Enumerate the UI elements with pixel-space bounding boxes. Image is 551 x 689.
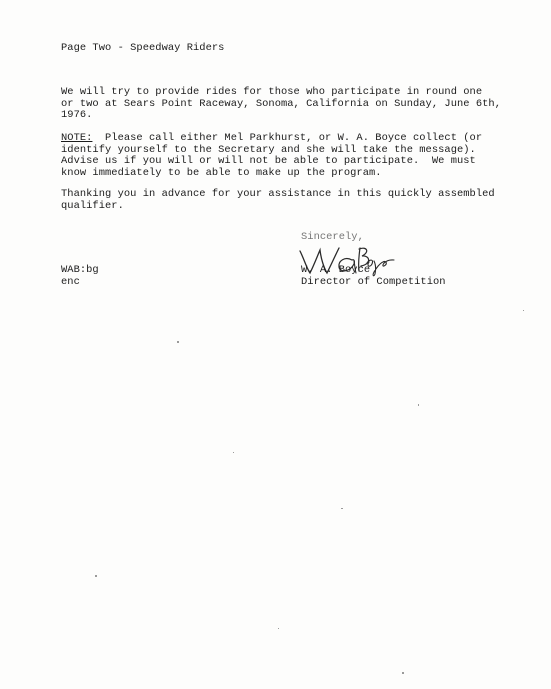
page-heading: Page Two - Speedway Riders: [61, 42, 225, 54]
paragraph-line: 1976.: [61, 109, 93, 121]
paragraph-line: identify yourself to the Secretary and she will take the message).: [61, 143, 476, 156]
paragraph-line: Thanking you in advance for your assistance in this quickly assembled: [61, 188, 495, 200]
paper-speck: [523, 310, 524, 311]
paragraph-line: Advise us if you will or will not be able to participate. We must: [61, 155, 476, 167]
closing-salutation: Sincerely,: [301, 231, 364, 243]
paper-speck: [233, 452, 234, 453]
enclosure-notation: enc: [61, 276, 80, 288]
note-first-line: [61, 133, 482, 145]
signer-name: W. A. Boyce: [301, 264, 371, 276]
signer-title: Director of Competition: [301, 276, 446, 288]
paper-speck: [278, 628, 279, 629]
paragraph-line: We will try to provide rides for those who participate in round one: [61, 86, 483, 98]
paragraph-line: qualifier.: [61, 199, 124, 212]
paragraph-note: [61, 133, 482, 179]
note-first-line-text: Please call either Mel Parkhurst, or W. A. Boyce collect (or: [92, 132, 483, 144]
reference-initials: WAB:bg: [61, 264, 99, 276]
paper-speck: [177, 341, 179, 343]
paragraph-line: know immediately to be able to make up the program.: [61, 166, 382, 179]
paragraph-line: or two at Sears Point Raceway, Sonoma, California on Sunday, June 6th,: [61, 97, 501, 110]
paper-speck: [95, 575, 97, 577]
note-label: NOTE:: [61, 132, 93, 144]
paragraph-thanks: [61, 189, 495, 212]
paper-speck: [418, 404, 419, 406]
paper-speck: [402, 672, 404, 674]
paper-speck: [341, 508, 343, 509]
paragraph-rides: [61, 87, 501, 122]
